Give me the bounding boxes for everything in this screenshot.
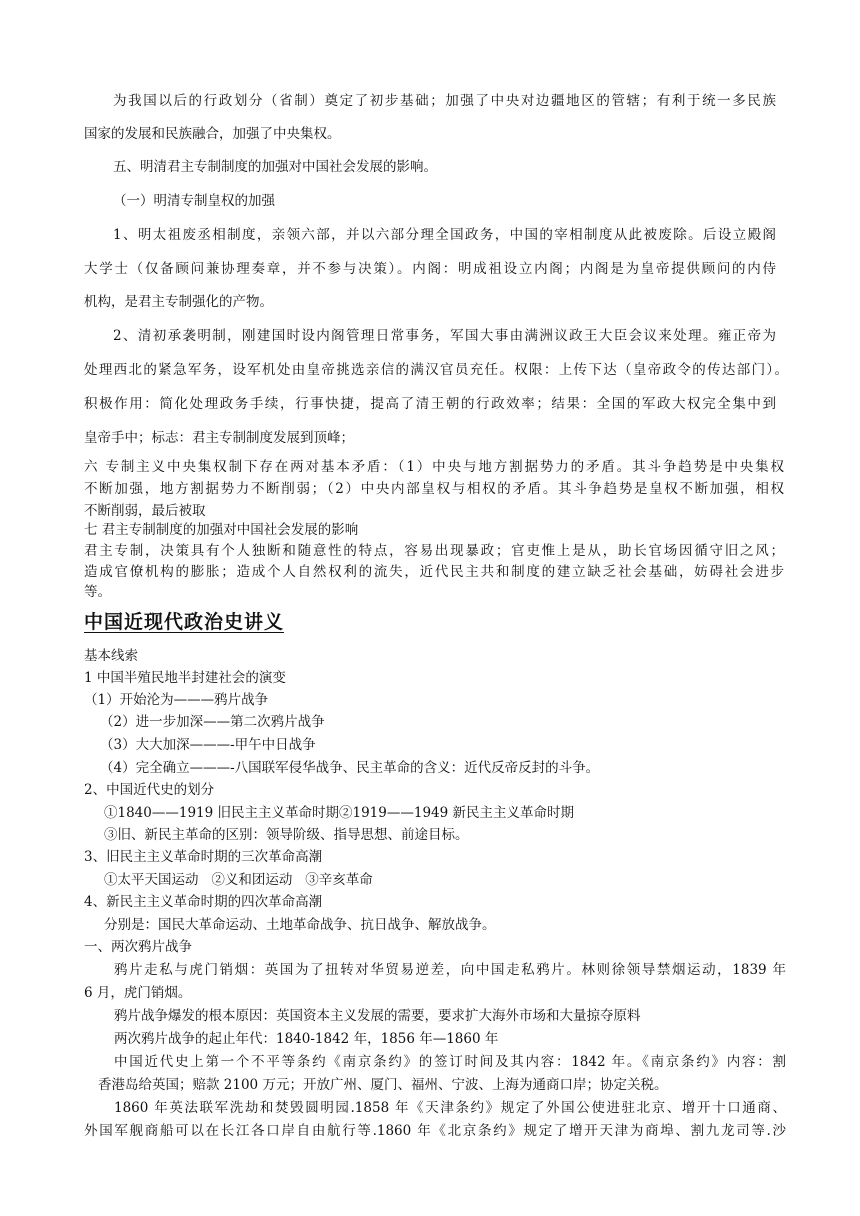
list-heading: 4、新民主主义革命时期的四次革命高潮 bbox=[84, 894, 323, 910]
list-heading: 3、旧民主主义革命时期的三次革命高潮 bbox=[84, 849, 323, 865]
section-heading: 五、明清君主专制制度的加强对中国社会发展的影响。 bbox=[113, 159, 437, 175]
paragraph-line: 造成官僚机构的膨胀；造成个人自然权利的流失，近代民主共和制度的建立缺乏社会基础，妨碍社会进步 bbox=[84, 564, 784, 580]
list-item: （2）进一步加深——第二次鸦片战争 bbox=[100, 714, 325, 730]
paragraph-line: 六 专制主义中央集权制下存在两对基本矛盾：（1）中央与地方割据势力的矛盾。其斗争趋势是中央集权 bbox=[84, 459, 784, 475]
paragraph-line: 积极作用：简化处理政务手续，行事快捷，提高了清王朝的行政效率；结果：全国的军政大权完全集中到 bbox=[84, 396, 776, 412]
paragraph-line: 处理西北的紧急军务，设军机处由皇帝挑选亲信的满汉官员充任。权限：上传下达（皇帝政令的传达部门）。 bbox=[84, 362, 788, 378]
paragraph-line: 鸦片战争爆发的根本原因：英国资本主义发展的需要，要求扩大海外市场和大量掠夺原料 bbox=[114, 1008, 641, 1024]
section-heading: 一、两次鸦片战争 bbox=[84, 939, 192, 955]
paragraph-line: 机构，是君主专制强化的产物。 bbox=[84, 294, 273, 310]
paragraph-line: 两次鸦片战争的起止年代：1840-1842 年，1856 年—1860 年 bbox=[114, 1031, 499, 1047]
paragraph-line: 6 月，虎门销烟。 bbox=[84, 985, 192, 1001]
list-item: （4）完全确立———-八国联军侵华战争、民主革命的含义：近代反帝反封的斗争。 bbox=[100, 760, 600, 776]
paragraph-line: 1、明太祖废丞相制度，亲领六部，并以六部分理全国政务，中国的宰相制度从此被废除。后设立殿阁 bbox=[113, 227, 776, 243]
list-item: ①1840——1919 旧民主主义革命时期②1919——1949 新民主主义革命时期 bbox=[104, 805, 575, 821]
paragraph-line: 国家的发展和民族融合，加强了中央集权。 bbox=[84, 126, 341, 142]
paragraph-line: 外国军舰商船可以在长江各口岸自由航行等.1860 年《北京条约》规定了增开天津为商埠、割九龙司等.沙 bbox=[84, 1123, 786, 1139]
subsection-heading: （一）明清专制皇权的加强 bbox=[113, 193, 275, 209]
paragraph-line: 鸦片走私与虎门销烟：英国为了扭转对华贸易逆差，向中国走私鸦片。林则徐领导禁烟运动，1839 年 bbox=[114, 962, 786, 978]
section-heading: 基本线索 bbox=[84, 648, 138, 664]
paragraph-line: 1860 年英法联军洗劫和焚毁圆明园.1858 年《天津条约》规定了外国公使进驻北京、增开十口通商、 bbox=[114, 1100, 786, 1116]
paragraph-line: 香港岛给英国；赔款 2100 万元；开放广州、厦门、福州、宁波、上海为通商口岸；协定关税。 bbox=[98, 1077, 668, 1093]
paragraph-line: 君主专制，决策具有个人独断和随意性的特点，容易出现暴政；官吏惟上是从，助长官场因循守旧之风； bbox=[84, 543, 784, 559]
list-item: （3）大大加深———-甲午中日战争 bbox=[100, 737, 316, 753]
section-heading: 七 君主专制制度的加强对中国社会发展的影响 bbox=[84, 522, 359, 538]
list-heading: 1 中国半殖民地半封建社会的演变 bbox=[84, 670, 286, 686]
list-item: ③旧、新民主革命的区别：领导阶级、指导思想、前途目标。 bbox=[104, 827, 469, 843]
paragraph-line: 不断削弱，最后被取 bbox=[84, 503, 206, 519]
list-item: ①太平天国运动 ②义和团运动 ③辛亥革命 bbox=[104, 872, 373, 888]
paragraph-line: 大学士（仅备顾问兼协理奏章，并不参与决策）。内阁：明成祖设立内阁；内阁是为皇帝提供顾问的内侍 bbox=[84, 261, 776, 277]
list-heading: 2、中国近代史的划分 bbox=[84, 782, 215, 798]
paragraph-line: 中国近代史上第一个不平等条约《南京条约》的签订时间及其内容：1842 年。《南京条约》内容：割 bbox=[114, 1054, 786, 1070]
lecture-title: 中国近现代政治史讲义 bbox=[84, 611, 285, 633]
list-item: 分别是：国民大革命运动、土地革命战争、抗日战争、解放战争。 bbox=[104, 917, 496, 933]
paragraph-line: 为我国以后的行政划分（省制）奠定了初步基础；加强了中央对边疆地区的管辖；有利于统一多民族 bbox=[113, 93, 776, 109]
paragraph-line: 不断加强，地方割据势力不断削弱；（2）中央内部皇权与相权的矛盾。其斗争趋势是皇权不断加强，相权 bbox=[84, 481, 784, 497]
paragraph-line: 皇帝手中；标志：君主专制制度发展到顶峰； bbox=[84, 430, 354, 446]
paragraph-line: 等。 bbox=[84, 584, 111, 600]
list-item: （1）开始沦为———鸦片战争 bbox=[84, 692, 269, 708]
paragraph-line: 2、清初承袭明制，刚建国时设内阁管理日常事务，军国大事由满洲议政王大臣会议来处理。雍正帝为 bbox=[113, 328, 776, 344]
